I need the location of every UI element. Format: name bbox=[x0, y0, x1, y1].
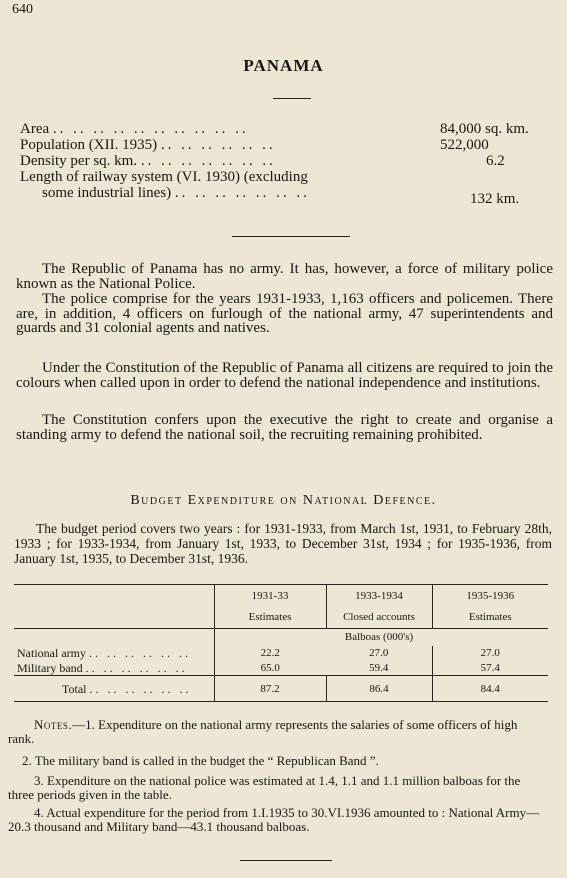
stat-label: some industrial lines) bbox=[42, 185, 172, 201]
row-label: National army bbox=[17, 646, 86, 660]
table-cell: 84.4 bbox=[432, 676, 548, 702]
table-cell: 59.4 bbox=[326, 661, 432, 676]
stat-label: Area bbox=[20, 121, 50, 137]
leader-dots: .. .. .. .. .. .. .. .. .. .. bbox=[52, 121, 249, 137]
paragraph: The police comprise for the years 1931-1933, 1,163 officers and policemen. There are, in addition, 4 officers on furlough of the national army, 47 superintendents and guards and 31 colonial agents and natives. bbox=[16, 291, 553, 336]
table-unit-row bbox=[14, 629, 548, 646]
table-header-row bbox=[14, 585, 548, 607]
stat-row-area bbox=[20, 121, 550, 137]
table-cell: 27.0 bbox=[369, 647, 389, 659]
row-label: Military band bbox=[17, 660, 83, 675]
stat-value: 522,000 bbox=[440, 137, 489, 153]
leader-dots: .. .. .. .. .. .. bbox=[89, 681, 192, 696]
stat-label: Density per sq. km. bbox=[20, 153, 138, 169]
notes-label: Notes. bbox=[34, 717, 73, 732]
column-header: 1935-1936 bbox=[432, 585, 548, 607]
note-text: —1. Expenditure on the national army represents the salaries of some officers of high rank. bbox=[8, 717, 518, 746]
stat-value: 6.2 bbox=[486, 153, 505, 169]
stat-label: Length of railway system (VI. 1930) (excluding bbox=[20, 169, 308, 185]
table-row bbox=[14, 661, 548, 676]
leader-dots: .. .. .. .. .. .. bbox=[85, 660, 188, 675]
section-rule bbox=[232, 236, 350, 237]
paragraph: Under the Constitution of the Republic of Panama all citizens are required to join the colours when called upon in order to defend the national independence and institutions. bbox=[16, 360, 553, 391]
table-cell: 57.4 bbox=[432, 661, 548, 676]
footer-rule bbox=[240, 860, 332, 861]
stat-row-railway-cont bbox=[20, 185, 550, 207]
stat-value: 132 km. bbox=[470, 191, 520, 207]
note-1 bbox=[8, 718, 546, 745]
table-cell: 87.2 bbox=[214, 676, 326, 702]
table-total-row bbox=[14, 676, 548, 702]
table-row bbox=[14, 646, 548, 661]
table-cell: 22.2 bbox=[214, 646, 326, 661]
paragraph: The Constitution confers upon the executive the right to create and organise a standing army to defend the national soil, the recruiting remaining prohibited. bbox=[16, 412, 553, 443]
note-4: 4. Actual expenditure for the period from 1.I.1935 to 30.VI.1936 amounted to : National Army—20.3 thousand and Military band—43.1 thousand balboas. bbox=[8, 805, 540, 834]
table-cell: 27.0 bbox=[432, 646, 548, 661]
column-header: 1933-1934 bbox=[326, 585, 432, 607]
budget-paragraph: The budget period covers two years : for 1931-1933, from March 1st, 1931, to February 28th, 1933 ; for 1933-1934, from January 1st, 1933, to December 31st, 1934 ; for 1935-1936, from January 1st, 1935, to December 31st, 1936. bbox=[14, 521, 552, 566]
table-subheader-row bbox=[14, 607, 548, 629]
note-3: 3. Expenditure on the national police was estimated at 1.4, 1.1 and 1.1 million balboas for the three periods given in the table. bbox=[8, 773, 521, 802]
stat-label: Population (XII. 1935) bbox=[20, 137, 158, 153]
leader-dots: .. .. .. .. .. .. .. bbox=[174, 185, 310, 201]
table-cell: 86.4 bbox=[326, 676, 432, 702]
row-label: Total bbox=[62, 681, 87, 696]
note-2: 2. The military band is called in the budget the “ Republican Band ”. bbox=[22, 753, 379, 768]
stat-value: 84,000 sq. km. bbox=[440, 121, 529, 137]
section-heading: Budget Expenditure on National Defence. bbox=[130, 493, 437, 508]
table-cell: 65.0 bbox=[214, 661, 326, 676]
page-number: 640 bbox=[12, 2, 33, 17]
column-type: Estimates bbox=[432, 607, 548, 629]
stat-row-railway bbox=[20, 169, 550, 185]
stat-row-density bbox=[20, 153, 550, 169]
table-unit: Balboas (000's) bbox=[344, 631, 414, 644]
leader-dots: .. .. .. .. .. .. bbox=[160, 137, 276, 153]
column-type: Closed accounts bbox=[326, 607, 432, 629]
leader-dots: .. .. .. .. .. .. .. bbox=[140, 153, 276, 169]
leader-dots: .. .. .. .. .. .. bbox=[88, 646, 191, 660]
column-header: 1931-33 bbox=[214, 585, 326, 607]
paragraph: The Republic of Panama has no army. It has, however, a force of military police known as the National Police. bbox=[16, 261, 553, 292]
title-rule bbox=[273, 98, 311, 99]
statistics-block bbox=[20, 121, 550, 207]
page-title: PANAMA bbox=[243, 56, 324, 75]
column-type: Estimates bbox=[214, 607, 326, 629]
stat-row-population bbox=[20, 137, 550, 153]
budget-table bbox=[14, 584, 548, 702]
